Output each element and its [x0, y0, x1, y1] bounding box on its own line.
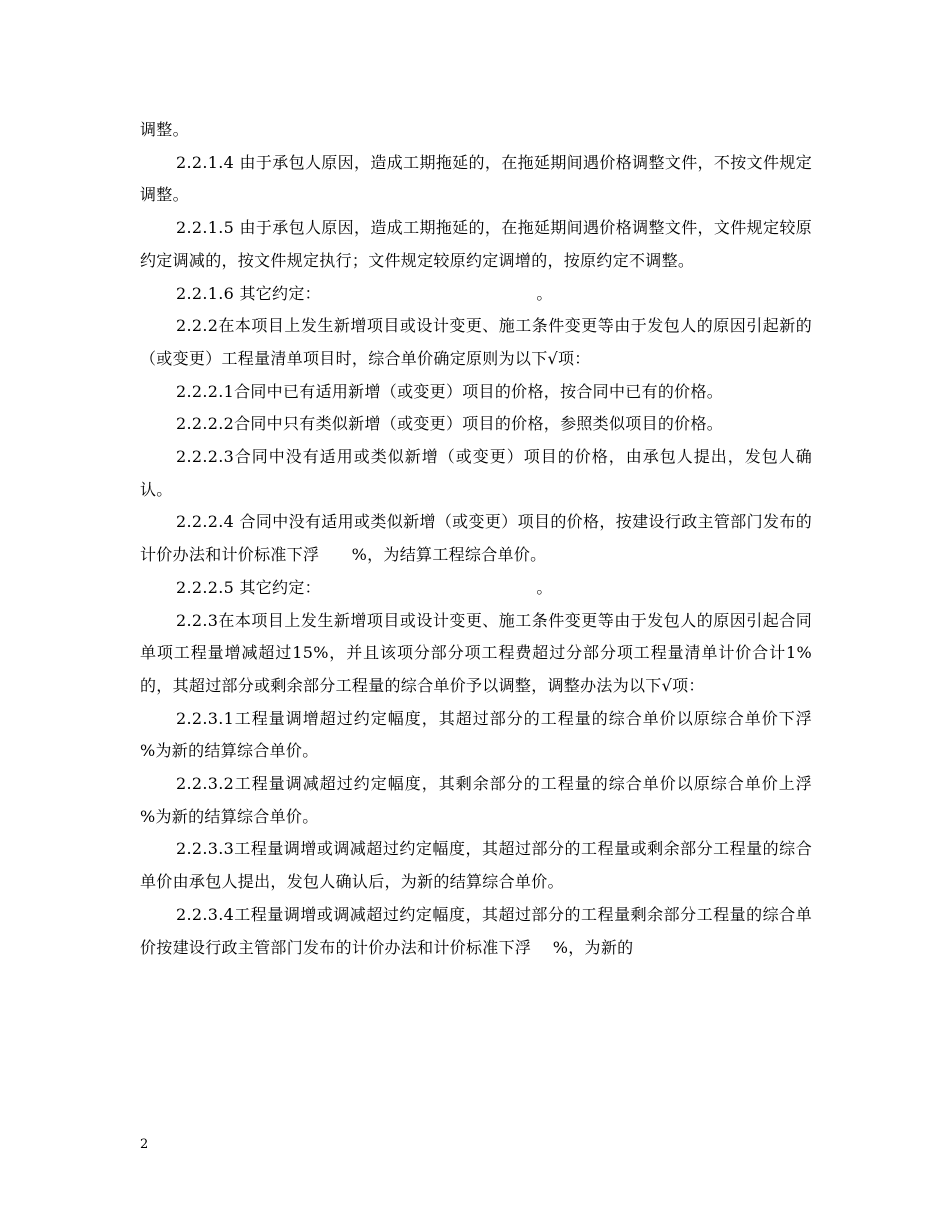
clause-2-2-2-4: 2.2.2.4 合同中没有适用或类似新增（或变更）项目的价格，按建设行政主管部门发布的计价办法和计价标准下浮 %，为结算工程综合单价。	[140, 512, 812, 565]
clause-2-2-2: 2.2.2在本项目上发生新增项目或设计变更、施工条件变更等由于发包人的原因引起新的（或变更）工程量清单项目时，综合单价确定原则为以下√项：	[140, 316, 812, 368]
clause-2-2-1-6: 2.2.1.6 其它约定： 。	[176, 283, 553, 303]
clause-2-2-2-2: 2.2.2.2合同中只有类似新增（或变更）项目的价格，参照类似项目的价格。	[176, 414, 724, 434]
clause-2-2-3-3: 2.2.3.3工程量调增或调减超过约定幅度，其超过部分的工程量或剩余部分工程量的综合单价由承包人提出，发包人确认后，为新的结算综合单价。	[140, 839, 812, 892]
clause-2-2-3-1: 2.2.3.1工程量调增超过约定幅度，其超过部分的工程量的综合单价以原综合单价下浮 %为新的结算综合单价。	[140, 708, 834, 761]
clause-2-2-2-1: 2.2.2.1合同中已有适用新增（或变更）项目的价格，按合同中已有的价格。	[176, 381, 724, 401]
clause-2-2-2-3: 2.2.2.3合同中没有适用或类似新增（或变更）项目的价格，由承包人提出，发包人确认。	[140, 447, 812, 499]
clause-2-2-3-4: 2.2.3.4工程量调增或调减超过约定幅度，其超过部分的工程量剩余部分工程量的综合单价按建设行政主管部门发布的计价办法和计价标准下浮 %，为新的	[140, 904, 812, 957]
clause-2-2-1-5: 2.2.1.5 由于承包人原因，造成工期拖延的，在拖延期间遇价格调整文件，文件规定较原约定调减的，按文件规定执行；文件规定较原约定调增的，按原约定不调整。	[140, 218, 812, 270]
clause-2-2-3: 2.2.3在本项目上发生新增项目或设计变更、施工条件变更等由于发包人的原因引起合同单项工程量增减超过15%，并且该项分部分项工程费超过分部分项工程量清单计价合计1%的，其超过部分或剩余部分工程量的综合单价予以调整，调整办法为以下√项：	[140, 610, 812, 695]
paragraph-continuation: 调整。	[140, 120, 189, 139]
clause-2-2-1-4: 2.2.1.4 由于承包人原因，造成工期拖延的，在拖延期间遇价格调整文件，不按文件规定调整。	[140, 152, 812, 205]
page-number: 2	[140, 1137, 149, 1152]
clause-2-2-2-5: 2.2.2.5 其它约定： 。	[176, 577, 553, 597]
document-body	[140, 114, 834, 964]
clause-2-2-3-2: 2.2.3.2工程量调减超过约定幅度，其剩余部分的工程量的综合单价以原综合单价上浮 %为新的结算综合单价。	[140, 774, 834, 826]
